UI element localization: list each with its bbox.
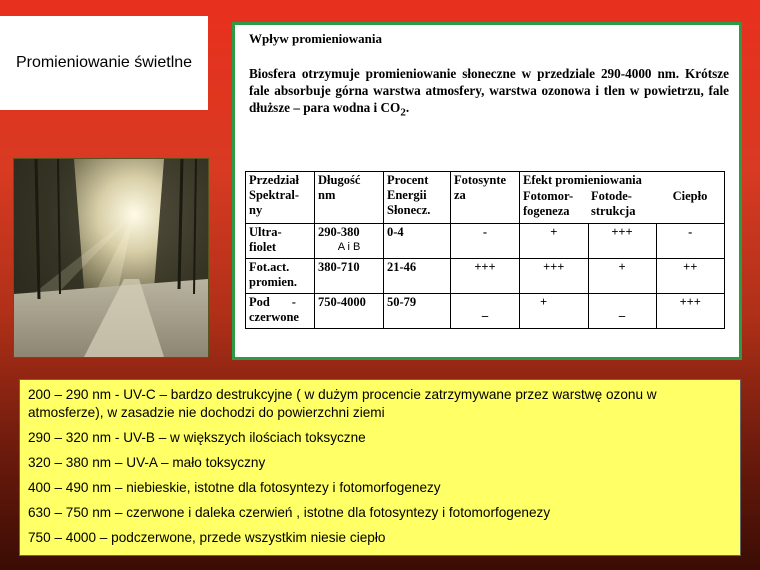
note-line: 400 – 490 nm – niebieskie, istotne dla fotosyntezy i fotomorfogenezy (28, 480, 441, 495)
header-range-line: Przedział (249, 173, 299, 187)
header-effect: Efekt promieniowania (520, 172, 725, 189)
wavelength-notes-box (19, 379, 741, 556)
header-percent-line: Procent (387, 173, 429, 187)
header-length-line: Długość (318, 173, 361, 187)
header-sub2-line: strukcja (591, 204, 636, 218)
row-name-line: Ultra- (249, 225, 282, 239)
header-photo-line: za (454, 188, 466, 202)
header-percent-line: Słonecz. (387, 203, 431, 217)
note-line: 290 – 320 nm - UV-B – w większych ilościach toksyczne (28, 430, 366, 445)
header-sub1-line: Fotomor- (523, 189, 574, 203)
row-percent-cell: 0-4 (384, 224, 451, 259)
header-range (246, 172, 315, 224)
row-length-cell (315, 224, 384, 259)
row-length-note: A i B (337, 241, 361, 253)
note-line: 630 – 750 nm – czerwone i daleka czerwień , istotne dla fotosyntezy i fotomorfogenezy (28, 505, 551, 520)
row-name-line: czerwone (249, 310, 299, 324)
table-row (246, 224, 725, 259)
row-name-cell (246, 224, 315, 259)
header-length (315, 172, 384, 224)
row-photo-cell: - (451, 224, 520, 259)
row-destr-cell: +++ (588, 224, 656, 259)
row-length-cell: 750-4000 (315, 294, 384, 329)
row-heat-cell: ++ (656, 259, 725, 294)
radiation-table (245, 171, 725, 329)
panel-paragraph-text: Biosfera otrzymuje promieniowanie słoneczne w przedziale 290-4000 nm. Krótsze fale absorbuje górna warstwa atmosfery, warstwa ozonowa i tlen w powietrzu, fale dłuższe – para wodna i CO (249, 66, 729, 115)
row-morph-cell: + (520, 294, 589, 329)
note-line: 750 – 4000 – podczerwone, przede wszystkim niesie ciepło (28, 530, 386, 545)
co2-subscript: 2 (400, 106, 406, 119)
header-photosynthesis (451, 172, 520, 224)
row-photo-cell: +++ (451, 259, 520, 294)
row-percent-cell: 50-79 (384, 294, 451, 329)
row-heat-cell: - (656, 224, 725, 259)
row-heat-cell: +++ (656, 294, 725, 329)
row-photo-cell: _ (451, 294, 520, 329)
row-length-value: 290-380 (318, 225, 360, 239)
header-range-line: ny (249, 203, 263, 217)
table-row (246, 259, 725, 294)
table-header-row (246, 172, 725, 189)
row-name-line: fiolet (249, 240, 277, 254)
header-photodestruction (588, 188, 656, 224)
row-name-cell (246, 259, 315, 294)
panel-paragraph-end: . (405, 100, 410, 115)
header-range-line: Spektral- (249, 188, 299, 202)
header-sub2-line: Fotode- (591, 189, 632, 203)
row-name-cell (246, 294, 315, 329)
note-line: 200 – 290 nm - UV-C – bardzo destrukcyjne ( w dużym procencie zatrzymywane przez warstwę ozonu w atmosferze), w zasadzie nie dochodzi do powierzchni ziemi (28, 387, 657, 420)
note-line: 320 – 380 nm – UV-A – mało toksyczny (28, 455, 266, 470)
header-photomorphogenesis (520, 188, 589, 224)
forest-sunlight-photo (13, 158, 209, 358)
table-row (246, 294, 725, 329)
row-name-line: Pod - (249, 295, 296, 309)
row-morph-cell: + (520, 224, 589, 259)
header-heat: Ciepło (656, 188, 725, 224)
row-name-line: promien. (249, 275, 298, 289)
panel-paragraph (249, 65, 729, 122)
header-percent-line: Energii (387, 188, 427, 202)
row-percent-cell: 21-46 (384, 259, 451, 294)
forest-photo-image (14, 159, 208, 357)
header-percent (384, 172, 451, 224)
panel-heading: Wpływ promieniowania (249, 31, 383, 46)
radiation-info-panel (232, 22, 742, 360)
header-photo-line: Fotosynte (454, 173, 507, 187)
row-destr-cell: _ (588, 294, 656, 329)
header-sub1-line: fogeneza (523, 204, 570, 218)
row-destr-cell: + (588, 259, 656, 294)
row-name-line: Fot.act. (249, 260, 290, 274)
slide-title-box (0, 16, 208, 110)
row-morph-cell: +++ (520, 259, 589, 294)
header-length-line: nm (318, 188, 336, 202)
slide-title: Promieniowanie świetlne (15, 54, 193, 71)
row-length-cell: 380-710 (315, 259, 384, 294)
